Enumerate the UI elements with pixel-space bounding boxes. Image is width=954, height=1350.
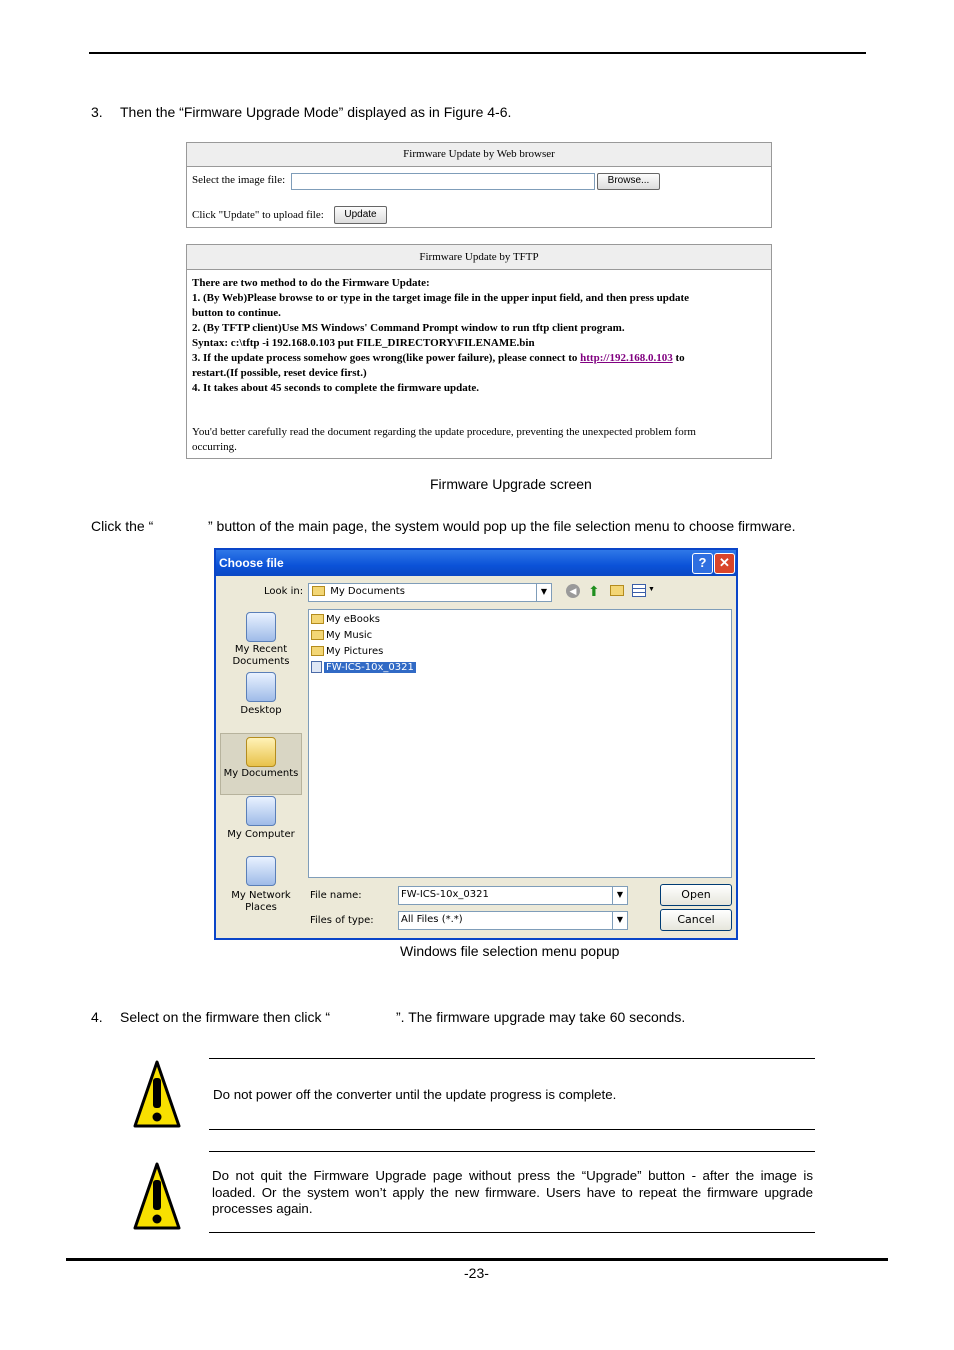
close-button[interactable]: ✕ xyxy=(714,553,735,574)
place-my-computer[interactable]: My Computer xyxy=(227,829,295,840)
tftp-note xyxy=(192,425,696,455)
device-link[interactable]: http://192.168.0.103 xyxy=(580,352,673,364)
chevron-down-icon[interactable]: ▼ xyxy=(612,912,627,929)
click-para-after: ” button of the main page, the system would pop up the file selection menu to choose firmware. xyxy=(208,518,796,534)
tftp-note-line2: occurring. xyxy=(192,441,237,453)
tftp-update-panel xyxy=(186,244,772,459)
my-documents-small-icon xyxy=(312,586,325,596)
filetype-select[interactable] xyxy=(398,911,628,930)
image-file-input[interactable] xyxy=(291,173,595,190)
list-item-label: My Pictures xyxy=(326,646,384,657)
web-update-panel xyxy=(186,142,772,228)
update-prompt-label: Click "Update" to upload file: xyxy=(192,209,324,221)
page-number: -23- xyxy=(464,1265,489,1281)
filename-input[interactable] xyxy=(398,886,628,905)
web-update-header: Firmware Update by Web browser xyxy=(187,143,771,167)
warning-1-top-rule xyxy=(209,1058,815,1059)
warning-2-top-rule xyxy=(209,1151,815,1152)
file-icon xyxy=(311,661,322,673)
choose-file-dialog xyxy=(214,548,738,940)
caption-firmware-upgrade: Firmware Upgrade screen xyxy=(430,476,592,492)
list-item[interactable] xyxy=(311,629,372,643)
warning-1-icon xyxy=(133,1060,181,1128)
list-item-selected[interactable] xyxy=(311,661,416,675)
back-icon[interactable]: ◀ xyxy=(566,584,580,598)
look-in-select[interactable] xyxy=(308,583,552,602)
music-folder-icon xyxy=(311,630,324,640)
browse-button[interactable]: Browse... xyxy=(597,173,660,190)
filetype-label: Files of type: xyxy=(310,915,374,926)
look-in-value: My Documents xyxy=(330,586,405,597)
list-item[interactable] xyxy=(311,645,383,659)
tftp-line-4: Syntax: c:\tftp -i 192.168.0.103 put FILE_DIRECTORY\FILENAME.bin xyxy=(192,337,535,349)
footer-rule xyxy=(66,1258,888,1261)
look-in-label: Look in: xyxy=(264,586,304,597)
place-desktop[interactable]: Desktop xyxy=(240,705,282,716)
header-rule xyxy=(89,52,866,54)
tftp-line-3: 2. (By TFTP client)Use MS Windows' Command Prompt window to run tftp client program. xyxy=(192,322,625,334)
step-4-number: 4. xyxy=(91,1009,103,1025)
caption-file-selection: Windows file selection menu popup xyxy=(400,943,620,959)
update-button[interactable]: Update xyxy=(334,206,387,224)
chevron-down-icon[interactable]: ▼ xyxy=(536,584,551,601)
warning-2-icon xyxy=(133,1162,181,1230)
my-documents-icon xyxy=(246,737,276,767)
tftp-line-5-text: 3. If the update process somehow goes wrong(like power failure), please connect to xyxy=(192,352,578,364)
cancel-button[interactable]: Cancel xyxy=(660,909,732,931)
list-item-label: FW-ICS-10x_0321 xyxy=(326,662,414,673)
place-network[interactable] xyxy=(220,890,302,914)
view-menu-chevron-icon[interactable]: ▼ xyxy=(648,586,655,593)
filetype-value: All Files (*.*) xyxy=(401,914,463,925)
place-network-label1: My Network xyxy=(231,890,291,901)
tftp-line-5-after: to xyxy=(675,352,685,364)
tftp-line-2: button to continue. xyxy=(192,307,281,319)
my-network-places-icon xyxy=(246,856,276,886)
dialog-title-bar xyxy=(216,550,736,576)
tftp-line-5 xyxy=(192,351,689,366)
tftp-note-line1: You'd better carefully read the document regarding the update procedure, preventing the unexpected problem form xyxy=(192,426,696,438)
place-my-documents[interactable]: My Documents xyxy=(223,768,299,779)
pictures-folder-icon xyxy=(311,646,324,656)
warning-2-bottom-rule xyxy=(209,1232,815,1233)
list-item-label: My Music xyxy=(326,630,373,641)
click-para-before: Click the “ xyxy=(91,518,154,534)
folder-icon xyxy=(311,614,324,624)
filename-label: File name: xyxy=(310,890,362,901)
tftp-line-7: 4. It takes about 45 seconds to complete the firmware update. xyxy=(192,382,479,394)
tftp-line-6: restart.(If possible, reset device first.) xyxy=(192,367,367,379)
tftp-instructions xyxy=(192,276,689,396)
recent-documents-icon xyxy=(246,612,276,642)
place-recent-label2: Documents xyxy=(232,656,290,667)
place-network-label2: Places xyxy=(245,902,277,913)
tftp-line-0: There are two method to do the Firmware Update: xyxy=(192,277,430,289)
tftp-update-header: Firmware Update by TFTP xyxy=(187,245,771,270)
step-4-before: Select on the firmware then click “ xyxy=(120,1009,331,1025)
view-menu-icon[interactable] xyxy=(632,584,646,597)
warning-1-bottom-rule xyxy=(209,1129,815,1130)
chevron-down-icon[interactable]: ▼ xyxy=(612,887,627,904)
up-folder-icon[interactable]: ⬆ xyxy=(588,583,600,599)
dialog-title: Choose file xyxy=(219,556,284,570)
desktop-icon xyxy=(246,672,276,702)
tftp-line-1: 1. (By Web)Please browse to or type in the target image file in the upper input field, and then press update xyxy=(192,292,690,304)
warning-1-text: Do not power off the converter until the update progress is complete. xyxy=(213,1087,617,1102)
select-image-label: Select the image file: xyxy=(192,174,286,186)
place-recent-label1: My Recent xyxy=(234,644,288,655)
list-item[interactable] xyxy=(311,613,380,627)
warning-2-text: Do not quit the Firmware Upgrade page without press the “Upgrade” button - after the image is loaded. Or the system won’t apply the new firmware. Users have to repeat the firmware upgrade processes again. xyxy=(212,1168,813,1216)
file-list[interactable] xyxy=(308,609,732,878)
open-button[interactable]: Open xyxy=(660,884,732,906)
place-recent[interactable] xyxy=(220,644,302,668)
step-3-number: 3. xyxy=(91,104,103,120)
step-3-text: Then the “Firmware Upgrade Mode” displayed as in Figure 4-6. xyxy=(120,104,512,120)
my-computer-icon xyxy=(246,796,276,826)
new-folder-icon[interactable] xyxy=(610,585,624,596)
step-4-after: ”. The firmware upgrade may take 60 seconds. xyxy=(396,1009,686,1025)
filename-value: FW-ICS-10x_0321 xyxy=(401,889,489,900)
help-button[interactable]: ? xyxy=(692,553,713,574)
list-item-label: My eBooks xyxy=(326,614,380,625)
